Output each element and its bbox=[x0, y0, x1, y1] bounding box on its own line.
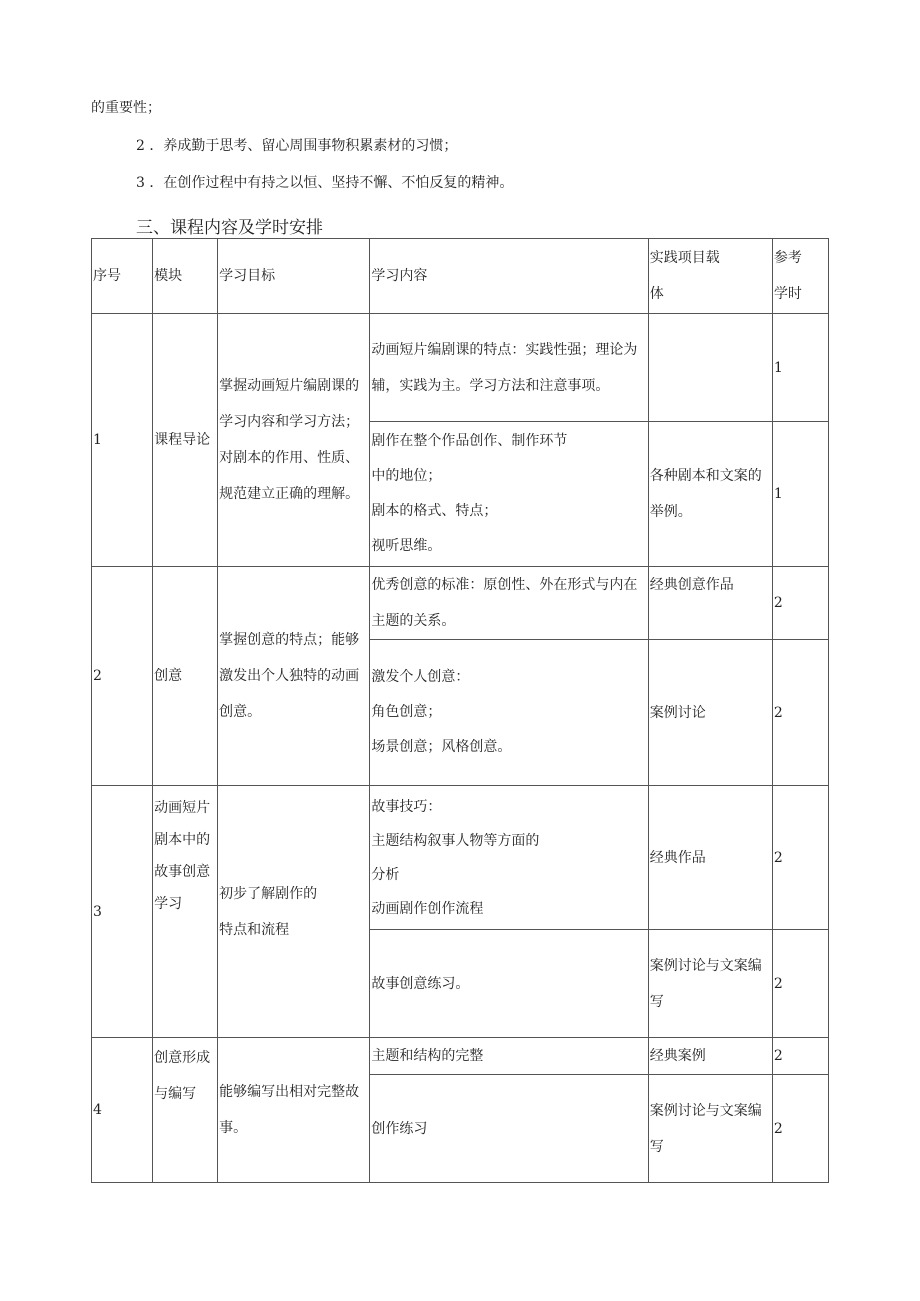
header-project: 实践项目载 体 bbox=[648, 239, 772, 314]
intro-item-3-text: ．在创作过程中有持之以恒、坚持不懈、不怕反复的精神。 bbox=[149, 175, 514, 191]
module-4-no: 4 bbox=[92, 1038, 153, 1183]
module-2-project-1: 经典创意作品 bbox=[648, 567, 772, 640]
table-row bbox=[92, 1038, 829, 1075]
intro-item-3-number: 3 bbox=[136, 175, 145, 191]
module-1-name: 课程导论 bbox=[153, 314, 218, 567]
module-1-no: 1 bbox=[92, 314, 153, 567]
module-2-name: 创意 bbox=[153, 567, 218, 786]
module-2-project-2: 案例讨论 bbox=[648, 640, 772, 786]
module-4-project-1: 经典案例 bbox=[648, 1038, 772, 1075]
module-1-content-2: 剧作在整个作品创作、制作环节 中的地位； 剧本的格式、特点； 视听思维。 bbox=[370, 422, 648, 567]
module-4-content-1: 主题和结构的完整 bbox=[370, 1038, 648, 1075]
intro-item-2 bbox=[136, 136, 457, 156]
intro-item-3 bbox=[136, 173, 513, 193]
module-2-content-1: 优秀创意的标准：原创性、外在形式与内在主题的关系。 bbox=[370, 567, 648, 640]
header-content: 学习内容 bbox=[370, 239, 648, 314]
module-3-hours-1: 2 bbox=[772, 786, 828, 930]
intro-item-2-number: 2 bbox=[136, 138, 145, 154]
module-1-project-1 bbox=[648, 314, 772, 422]
module-4-hours-2: 2 bbox=[772, 1075, 828, 1183]
module-3-goal: 初步了解剧作的 特点和流程 bbox=[218, 786, 370, 1038]
module-1-goal: 掌握动画短片编剧课的学习内容和学习方法；对剧本的作用、性质、规范建立正确的理解。 bbox=[218, 314, 370, 567]
module-1-content-1: 动画短片编剧课的特点：实践性强；理论为辅，实践为主。学习方法和注意事项。 bbox=[370, 314, 648, 422]
table-row bbox=[92, 786, 829, 930]
module-1-hours-1: 1 bbox=[772, 314, 828, 422]
module-3-project-2: 案例讨论与文案编写 bbox=[648, 930, 772, 1038]
header-goal: 学习目标 bbox=[218, 239, 370, 314]
header-module: 模块 bbox=[153, 239, 218, 314]
module-3-name: 动画短片剧本中的故事创意学习 bbox=[153, 786, 218, 1038]
module-3-hours-2: 2 bbox=[772, 930, 828, 1038]
module-2-no: 2 bbox=[92, 567, 153, 786]
table-row bbox=[92, 314, 829, 422]
course-schedule-table bbox=[91, 238, 829, 1183]
module-4-name: 创意形成与编写 bbox=[153, 1038, 218, 1183]
module-1-hours-2: 1 bbox=[772, 422, 828, 567]
module-3-content-1: 故事技巧： 主题结构叙事人物等方面的 分析 动画剧作创作流程 bbox=[370, 786, 648, 930]
intro-item-2-text: ．养成勤于思考、留心周围事物积累素材的习惯； bbox=[149, 138, 458, 154]
module-4-content-2: 创作练习 bbox=[370, 1075, 648, 1183]
intro-continuation: 的重要性； bbox=[91, 100, 161, 116]
module-4-project-2: 案例讨论与文案编写 bbox=[648, 1075, 772, 1183]
module-2-hours-2: 2 bbox=[772, 640, 828, 786]
module-1-project-2: 各种剧本和文案的举例。 bbox=[648, 422, 772, 567]
header-no: 序号 bbox=[92, 239, 153, 314]
module-2-hours-1: 2 bbox=[772, 567, 828, 640]
module-2-goal: 掌握创意的特点；能够激发出个人独特的动画创意。 bbox=[218, 567, 370, 786]
header-row bbox=[92, 239, 829, 314]
table-row bbox=[92, 567, 829, 640]
module-3-no: 3 bbox=[92, 786, 153, 1038]
section-title: 三、课程内容及学时安排 bbox=[136, 218, 323, 238]
module-2-content-2: 激发个人创意： 角色创意； 场景创意；风格创意。 bbox=[370, 640, 648, 786]
module-4-hours-1: 2 bbox=[772, 1038, 828, 1075]
module-3-content-2: 故事创意练习。 bbox=[370, 930, 648, 1038]
header-hours: 参考 学时 bbox=[772, 239, 828, 314]
module-4-goal: 能够编写出相对完整故事。 bbox=[218, 1038, 370, 1183]
module-3-project-1: 经典作品 bbox=[648, 786, 772, 930]
